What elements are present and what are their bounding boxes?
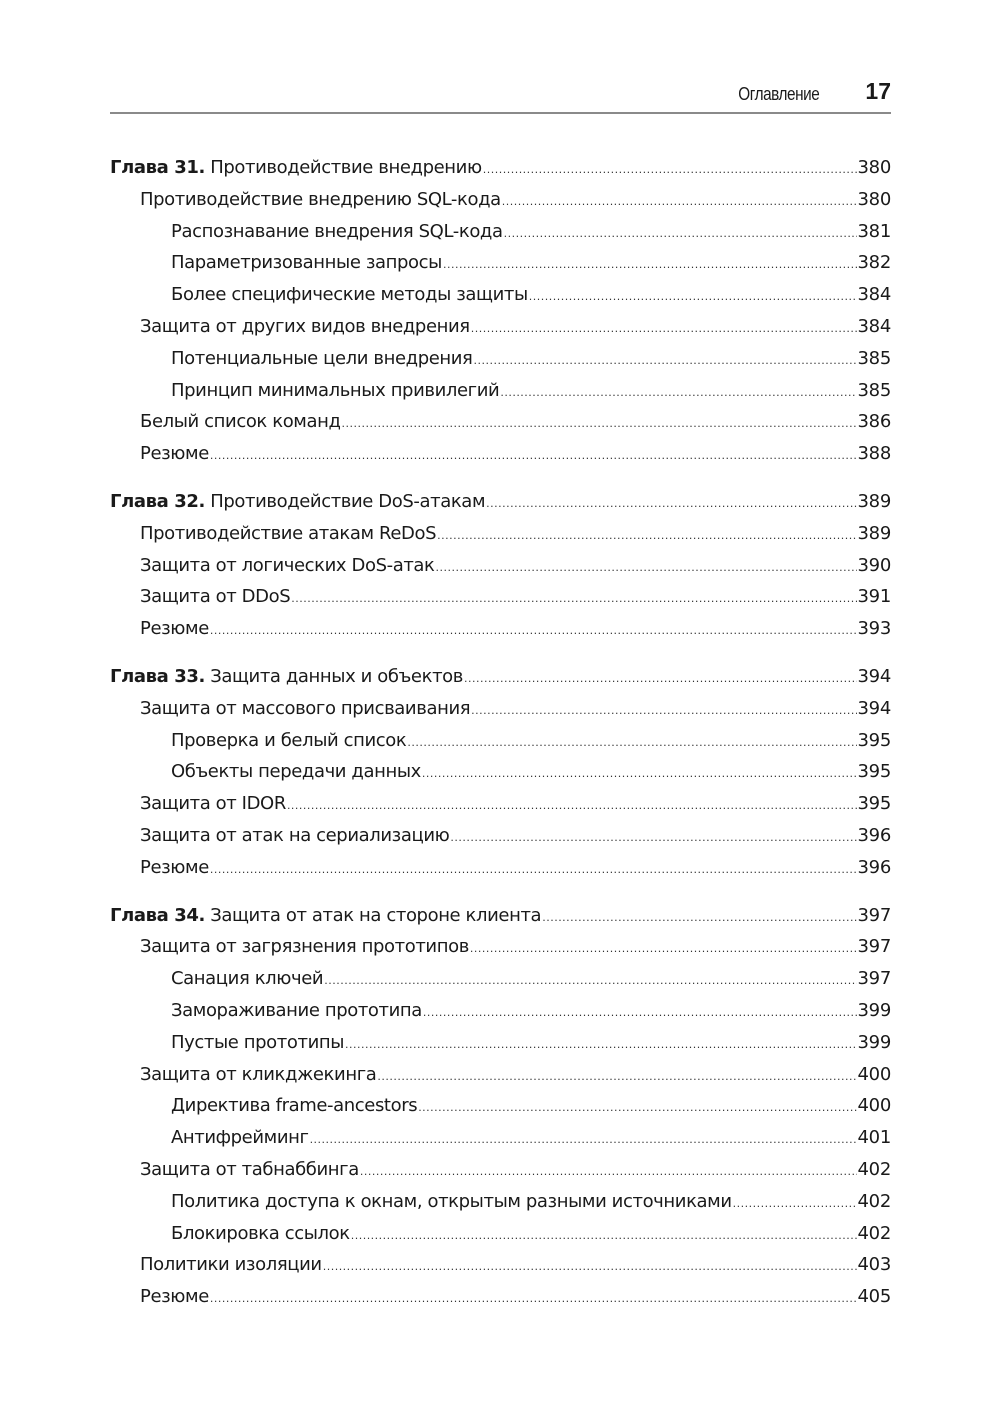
section-entry[interactable]	[110, 184, 891, 216]
entry-title: Санация ключей	[171, 968, 324, 990]
dot-leader	[542, 902, 856, 934]
dot-leader	[323, 1251, 857, 1283]
entry-title: Объекты передачи данных	[171, 761, 421, 783]
dot-leader	[500, 377, 856, 409]
section-entry[interactable]	[110, 581, 891, 613]
entry-page: 402	[857, 1190, 891, 1212]
entry-title: Более специфические методы защиты	[171, 284, 528, 306]
entry-title: Резюме	[140, 1286, 209, 1308]
entry-title: Защита от DDoS	[140, 586, 291, 608]
entry-title: Резюме	[140, 618, 209, 640]
entry-page: 395	[857, 761, 891, 783]
dot-leader	[407, 727, 856, 759]
entry-page: 380	[857, 188, 891, 210]
entry-page: 401	[857, 1127, 891, 1149]
running-header-title: Оглавление	[737, 84, 819, 104]
section-entry[interactable]	[110, 311, 891, 343]
entry-title: Белый список команд	[140, 411, 341, 433]
subsection-entry[interactable]	[110, 756, 891, 788]
subsection-entry[interactable]	[110, 995, 891, 1027]
dot-leader	[377, 1061, 856, 1093]
chapter-section	[110, 486, 891, 645]
chapter-entry[interactable]	[110, 486, 891, 518]
dot-leader	[443, 249, 857, 281]
dot-leader	[471, 313, 857, 345]
section-entry[interactable]	[110, 406, 891, 438]
entry-page: 397	[857, 936, 891, 958]
entry-page: 384	[857, 284, 891, 306]
entry-page: 400	[857, 1095, 891, 1117]
chapter-label: Глава 33.	[110, 665, 205, 687]
chapter-title: Противодействие внедрению	[210, 157, 482, 178]
subsection-entry[interactable]	[110, 1218, 891, 1250]
dot-leader	[423, 997, 857, 1029]
entry-page: 385	[857, 379, 891, 401]
entry-page: 388	[857, 443, 891, 465]
dot-leader	[324, 965, 856, 997]
section-entry[interactable]	[110, 931, 891, 963]
dot-leader	[502, 186, 857, 218]
entry-page: 402	[857, 1158, 891, 1180]
entry-title: Противодействие внедрению SQL-кода	[140, 188, 501, 210]
entry-title: Противодействие атакам ReDoS	[140, 522, 437, 544]
chapter-page: 397	[857, 904, 891, 926]
entry-page: 402	[857, 1222, 891, 1244]
dot-leader	[310, 1124, 857, 1156]
chapter-section	[110, 152, 891, 470]
subsection-entry[interactable]	[110, 1027, 891, 1059]
entry-title: Директива frame-ancestors	[171, 1095, 418, 1117]
entry-title: Политики изоляции	[140, 1254, 322, 1276]
chapter-page: 389	[857, 490, 891, 512]
entry-title: Политика доступа к окнам, открытым разными источниками	[171, 1190, 732, 1212]
entry-page: 396	[857, 856, 891, 878]
dot-leader	[210, 854, 857, 886]
entry-page: 399	[857, 999, 891, 1021]
entry-title: Антифрейминг	[171, 1127, 309, 1149]
chapter-title: Противодействие DoS-атакам	[210, 490, 486, 512]
section-entry[interactable]	[110, 438, 891, 470]
chapter-section	[110, 900, 891, 1313]
dot-leader	[422, 758, 857, 790]
dot-leader	[342, 408, 857, 440]
entry-page: 384	[857, 315, 891, 337]
dot-leader	[450, 822, 856, 854]
entry-page: 386	[857, 411, 891, 433]
dot-leader	[733, 1188, 857, 1220]
entry-page: 396	[857, 824, 891, 846]
subsection-entry[interactable]	[110, 1122, 891, 1154]
dot-leader	[504, 218, 857, 250]
dot-leader	[360, 1156, 857, 1188]
chapter-label: Глава 31.	[110, 157, 205, 178]
subsection-entry[interactable]	[110, 1090, 891, 1122]
entry-title: Резюме	[140, 443, 209, 465]
entry-title: Блокировка ссылок	[171, 1222, 350, 1244]
dot-leader	[464, 663, 857, 695]
dot-leader	[291, 583, 856, 615]
dot-leader	[436, 552, 857, 584]
entry-page: 382	[857, 252, 891, 274]
entry-title: Пустые прототипы	[171, 1031, 345, 1053]
dot-leader	[486, 488, 856, 520]
entry-title: Защита от IDOR	[140, 793, 286, 815]
section-entry[interactable]	[110, 1281, 891, 1313]
entry-title: Защита от табнаббинга	[140, 1158, 359, 1180]
entry-title: Защита от атак на сериализацию	[140, 824, 450, 846]
entry-title: Защита от других видов внедрения	[140, 315, 470, 337]
dot-leader	[529, 281, 857, 313]
entry-page: 385	[857, 347, 891, 369]
chapter-entry[interactable]	[110, 661, 891, 693]
section-entry[interactable]	[110, 1154, 891, 1186]
section-entry[interactable]	[110, 693, 891, 725]
dot-leader	[351, 1220, 857, 1252]
dot-leader	[471, 695, 856, 727]
chapter-label: Глава 32.	[110, 490, 205, 512]
chapter-entry[interactable]	[110, 900, 891, 932]
section-entry[interactable]	[110, 613, 891, 645]
chapter-title: Защита данных и объектов	[210, 665, 463, 687]
entry-page: 405	[857, 1286, 891, 1308]
dot-leader	[474, 345, 857, 377]
dot-leader	[287, 790, 857, 822]
dot-leader	[210, 440, 857, 472]
entry-page: 381	[857, 220, 891, 242]
entry-page: 393	[857, 618, 891, 640]
entry-page: 400	[857, 1063, 891, 1085]
dot-leader	[470, 933, 857, 965]
dot-leader	[345, 1029, 856, 1061]
entry-page: 399	[857, 1031, 891, 1053]
entry-title: Распознавание внедрения SQL-кода	[171, 220, 503, 242]
subsection-entry[interactable]	[110, 725, 891, 757]
entry-page: 395	[857, 793, 891, 815]
page-number: 17	[865, 78, 891, 104]
section-entry[interactable]	[110, 820, 891, 852]
entry-title: Принцип минимальных привилегий	[171, 379, 500, 401]
chapter-page: 394	[857, 665, 891, 687]
running-header	[110, 78, 891, 114]
chapter-heading	[110, 900, 541, 932]
section-entry[interactable]	[110, 788, 891, 820]
entry-page: 395	[857, 729, 891, 751]
table-of-contents	[110, 152, 891, 1329]
entry-page: 389	[857, 522, 891, 544]
entry-title: Защита от логических DoS-атак	[140, 554, 435, 576]
entry-title: Параметризованные запросы	[171, 252, 442, 274]
dot-leader	[437, 520, 856, 552]
dot-leader	[483, 154, 857, 186]
entry-title: Защита от загрязнения прототипов	[140, 936, 469, 958]
subsection-entry[interactable]	[110, 216, 891, 248]
entry-page: 390	[857, 554, 891, 576]
chapter-section	[110, 661, 891, 884]
entry-title: Замораживание прототипа	[171, 999, 422, 1021]
chapter-heading	[110, 486, 485, 518]
section-entry[interactable]	[110, 1059, 891, 1091]
entry-title: Потенциальные цели внедрения	[171, 347, 473, 369]
chapter-label: Глава 34.	[110, 904, 205, 926]
entry-title: Проверка и белый список	[171, 729, 407, 751]
entry-page: 403	[857, 1254, 891, 1276]
entry-page: 391	[857, 586, 891, 608]
chapter-heading	[110, 152, 482, 184]
section-entry[interactable]	[110, 518, 891, 550]
subsection-entry[interactable]	[110, 375, 891, 407]
chapter-heading	[110, 661, 463, 693]
entry-page: 397	[857, 968, 891, 990]
entry-title: Защита от кликджекинга	[140, 1063, 377, 1085]
chapter-page: 380	[857, 157, 891, 178]
section-entry[interactable]	[110, 1249, 891, 1281]
chapter-entry[interactable]	[110, 152, 891, 184]
subsection-entry[interactable]	[110, 279, 891, 311]
dot-leader	[418, 1092, 856, 1124]
subsection-entry[interactable]	[110, 343, 891, 375]
entry-title: Защита от массового присваивания	[140, 697, 471, 719]
subsection-entry[interactable]	[110, 963, 891, 995]
entry-title: Резюме	[140, 856, 209, 878]
chapter-title: Защита от атак на стороне клиента	[210, 904, 542, 926]
dot-leader	[210, 615, 857, 647]
section-entry[interactable]	[110, 550, 891, 582]
entry-page: 394	[857, 697, 891, 719]
dot-leader	[210, 1283, 857, 1315]
subsection-entry[interactable]	[110, 247, 891, 279]
subsection-entry[interactable]	[110, 1186, 891, 1218]
section-entry[interactable]	[110, 852, 891, 884]
